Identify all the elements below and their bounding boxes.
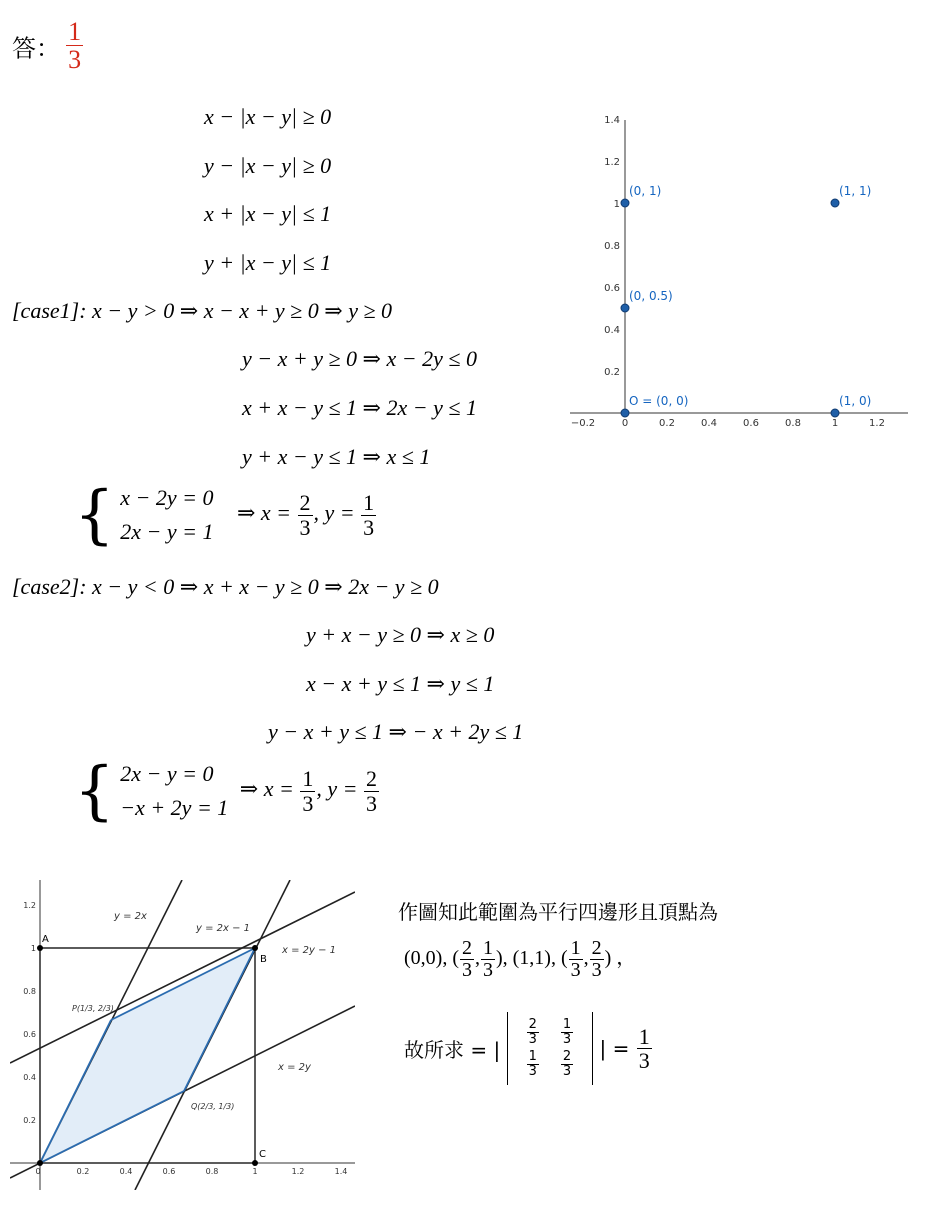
frac-den: 3 [482,959,493,981]
vertex-a-dot [37,945,43,951]
x-tick-label: 1.2 [869,418,885,429]
x-tick-label: 0.8 [785,418,801,429]
det-c [527,1050,539,1078]
case1-eq-1: x − 2y = 0 [120,485,214,510]
x-tick-label: 1.4 [334,1167,348,1176]
case2-eq-1: 2x − y = 0 [120,761,214,786]
left-brace: { [74,754,115,828]
case2-label: [case2] [12,574,80,599]
frac-den: 3 [461,959,472,981]
vertex-sep: , [583,947,589,970]
graph-point [621,304,629,312]
parallelogram-graph [10,880,355,1190]
answer [12,18,84,74]
y-tick-label: 0.2 [23,1116,36,1125]
frac-den: 3 [591,959,602,981]
origin-dot [37,1160,43,1166]
frac-num: 2 [591,937,602,959]
x-tick-label: 0 [621,418,629,429]
vertex-c-dot [252,1160,258,1166]
graph-point [831,199,839,207]
vertex-c-label: C [259,1149,266,1160]
frac-num: 1 [638,1023,650,1049]
frac-num: 1 [562,1017,572,1032]
frac-den: 3 [570,959,581,981]
vertex-b-label: B [260,954,267,965]
result-fraction [637,1025,652,1072]
case1-x-fraction [298,491,313,538]
case1-line-3: x + x − y ≤ 1 ⇒ 2x − y ≤ 1 [242,395,477,420]
answer-denominator: 3 [68,45,82,75]
system-line-3: x + |x − y| ≤ 1 [204,201,332,226]
graph-point-label: (1, 1) [839,184,872,198]
parallelogram-region [40,948,255,1163]
x-tick-label: −0.2 [570,418,596,429]
frac-num: 1 [302,766,314,792]
case1-line-1 [12,298,392,324]
vertex-a-label: A [42,934,49,945]
system-line-2: y − |x − y| ≥ 0 [204,153,332,178]
y-tick-label: 1.4 [604,115,620,126]
label-point-q: Q(2/3, 1/3) [191,1102,235,1111]
x-tick-label: 1 [831,418,839,429]
case2-line-1 [12,574,439,600]
x-tick-label: 0 [35,1167,41,1176]
x-tick-label: 1 [252,1167,258,1176]
y-tick-label: 0.6 [23,1030,36,1039]
graph-point [621,409,629,417]
label-x-2y: x = 2y [278,1062,311,1073]
label-point-p: P(1/3, 2/3) [72,1004,114,1013]
graph-point [621,199,629,207]
case1-solution-prefix: ⇒ x = [236,500,291,526]
det-b [561,1018,573,1046]
v1-x-fraction [460,938,474,981]
case2-eq-2: −x + 2y = 1 [120,795,229,820]
x-tick-label: 0.4 [119,1167,133,1176]
case1-line-4: y + x − y ≤ 1 ⇒ x ≤ 1 [242,444,431,469]
case2-line-3: x − x + y ≤ 1 ⇒ y ≤ 1 [306,671,495,696]
frac-num: 2 [528,1017,537,1032]
graph-point-label: (1, 0) [839,394,872,408]
left-brace: { [74,478,115,552]
y-tick-label: 0.4 [23,1073,36,1082]
frac-num: 1 [570,937,581,959]
y-tick-label: 0.4 [604,325,620,336]
frac-den: 3 [363,514,375,540]
frac-den: 3 [562,1063,572,1079]
label-x-2y-1: x = 2y − 1 [282,945,337,956]
y-tick-label: 1 [613,199,620,210]
frac-num: 2 [365,766,377,792]
frac-den: 3 [299,514,311,540]
frac-den: 3 [302,790,314,816]
graph-point [831,409,839,417]
case2-solution-prefix: ⇒ x = [239,776,294,802]
case1-y-fraction [361,491,376,538]
case2-line-4: y − x + y ≤ 1 ⇒ − x + 2y ≤ 1 [268,719,524,744]
x-tick-label: 0.4 [701,418,717,429]
case2-y-fraction [364,767,379,814]
y-tick-label: 1.2 [23,901,36,910]
graph-point-label: (0, 1) [629,184,662,198]
points-graph [565,115,910,435]
y-tick-label: 0.8 [604,241,620,252]
answer-numerator: 1 [68,17,82,46]
case1-eq-2: 2x − y = 1 [120,519,214,544]
det-d [561,1050,573,1078]
x-tick-label: 0.6 [743,418,759,429]
y-tick-label: 0.8 [23,987,36,996]
y-tick-label: 1.2 [604,157,620,168]
v2-y-fraction [590,938,604,981]
x-tick-label: 0.8 [205,1167,219,1176]
case1-system [74,478,377,552]
graph-point-label: (0, 0.5) [629,289,673,303]
case2-solution-mid: , y = [316,776,358,802]
v1-y-fraction [481,938,495,981]
result-line [404,1012,653,1085]
system-line-4: y + |x − y| ≤ 1 [204,250,332,275]
vertex-b-dot [252,945,258,951]
y-tick-label: 0.2 [604,367,620,378]
case2-derivation-1: : x − y < 0 ⇒ x + x − y ≥ 0 ⇒ 2x − y ≥ 0 [79,574,439,599]
vertex-sep: , [474,947,480,970]
x-tick-label: 0.2 [659,418,675,429]
frac-den: 3 [638,1047,650,1073]
graph-point-label: O = (0, 0) [629,394,689,408]
x-tick-label: 1.2 [291,1167,305,1176]
case1-label: [case1] [12,298,80,323]
y-tick-label: 1 [30,944,36,953]
result-prefix: 故所求 = | [404,1037,501,1062]
x-tick-label: 0.2 [76,1167,90,1176]
case2-system [74,754,380,828]
answer-fraction [66,18,83,74]
label-y-2x: y = 2x [114,911,147,922]
vertex-list-close: ) ， [604,947,637,970]
explanation-line-1: 作圖知此範圍為平行四邊形且頂點為 [398,900,718,924]
frac-num: 1 [363,490,375,516]
case2-x-fraction [300,767,315,814]
vertex-list [404,938,636,981]
case1-line-2: y − x + y ≥ 0 ⇒ x − 2y ≤ 0 [242,346,477,371]
case1-derivation-1: : x − y > 0 ⇒ x − x + y ≥ 0 ⇒ y ≥ 0 [79,298,393,323]
det-a [527,1018,539,1046]
frac-num: 1 [528,1049,537,1065]
frac-num: 1 [482,937,493,959]
case1-solution-mid: , y = [313,500,355,526]
frac-num: 2 [562,1049,572,1065]
frac-den: 3 [562,1031,572,1047]
frac-den: 3 [528,1063,537,1079]
result-equals: | = [599,1036,630,1061]
y-tick-label: 0.6 [604,283,620,294]
v2-x-fraction [569,938,583,981]
frac-num: 2 [461,937,472,959]
system-line-1: x − |x − y| ≥ 0 [204,104,332,129]
frac-den: 3 [365,790,377,816]
label-y-2x-1: y = 2x − 1 [196,923,251,934]
answer-label: 答： [12,34,60,63]
frac-num: 2 [299,490,311,516]
vertex-list-open: (0,0), ( [404,947,459,970]
case2-line-2: y + x − y ≥ 0 ⇒ x ≥ 0 [306,622,495,647]
frac-den: 3 [528,1031,537,1047]
x-tick-label: 0.6 [162,1167,176,1176]
determinant [507,1012,594,1085]
vertex-list-mid: ), (1,1), ( [495,947,568,970]
